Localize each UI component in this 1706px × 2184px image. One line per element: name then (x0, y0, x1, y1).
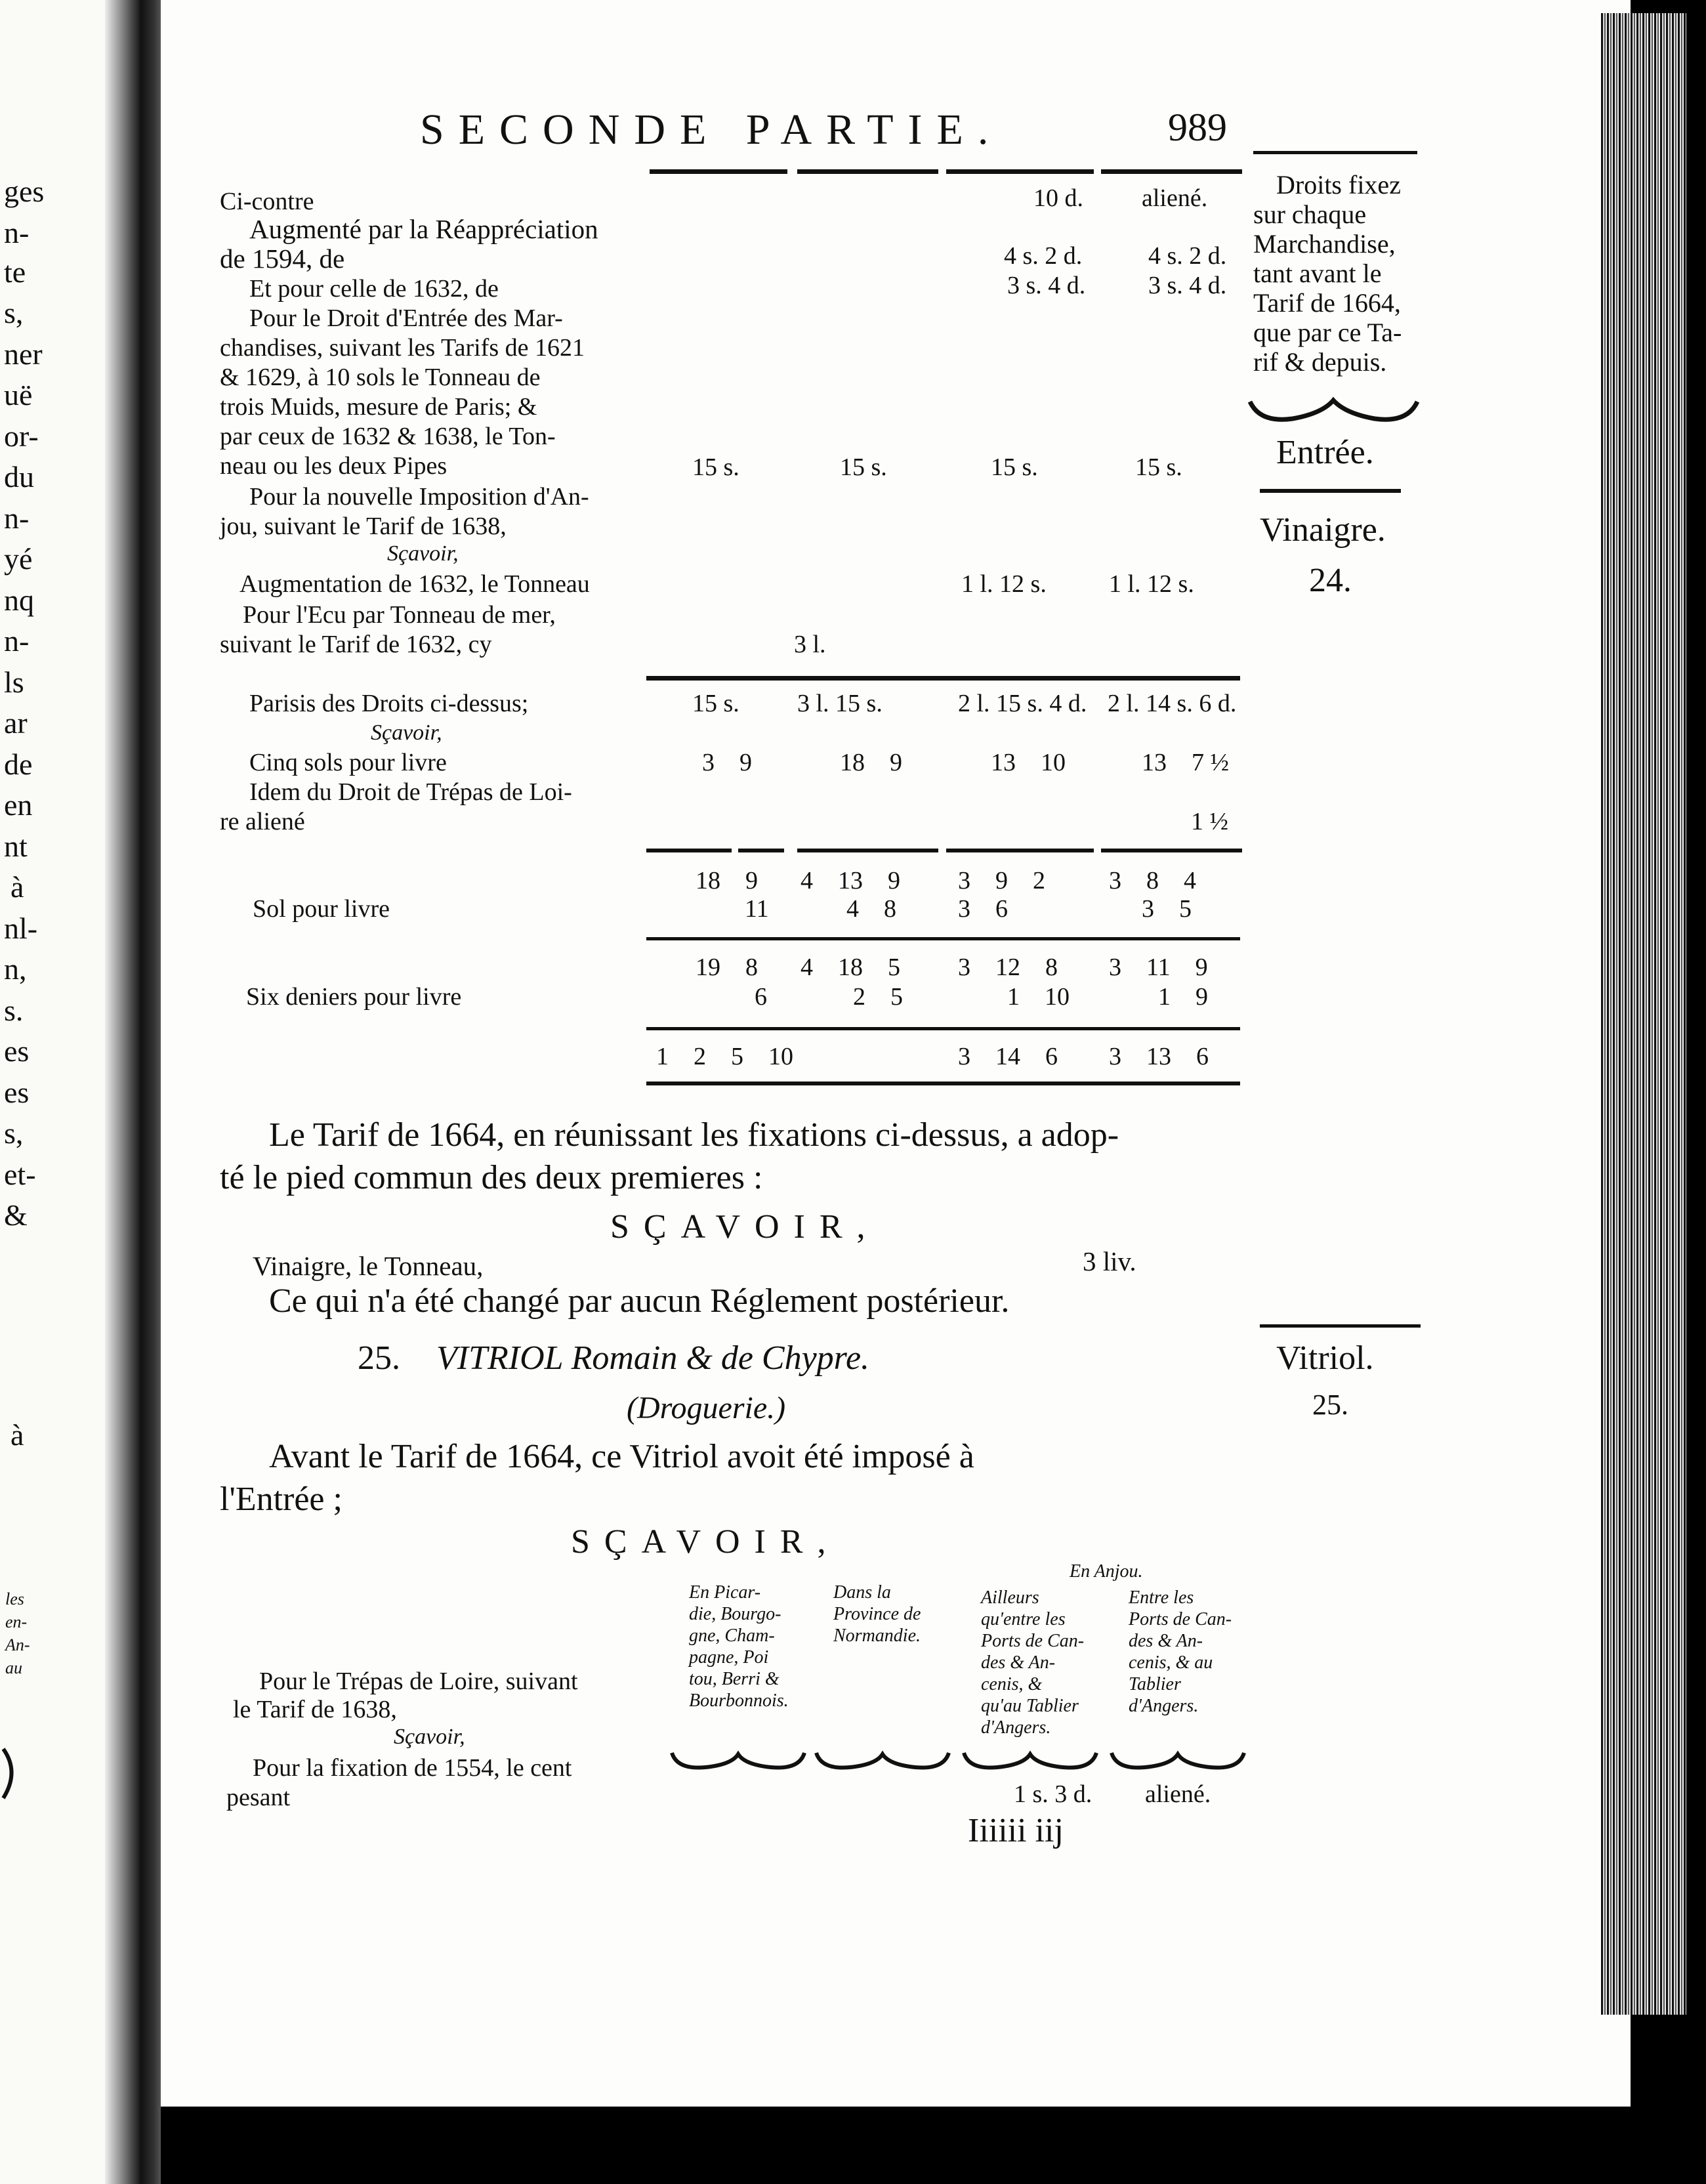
table-rule (738, 849, 784, 852)
value-cell: 1 10 (1007, 983, 1070, 1011)
left-fragment: du (4, 460, 34, 494)
table-label: de 1594, de (220, 243, 345, 274)
table-label: suivant le Tarif de 1632, cy (220, 631, 492, 658)
parisis-label: Parisis des Droits ci-dessus; (249, 690, 529, 717)
running-header: SECONDE PARTIE. (420, 106, 1003, 154)
value-cell: 1 ½ (1191, 808, 1228, 835)
scavoir-label: Sçavoir, (371, 721, 442, 745)
table-rule (797, 849, 938, 852)
page-number: 989 (1168, 106, 1227, 149)
table-label: chandises, suivant les Tarifs de 1621 (220, 334, 585, 362)
value-cell: 3 13 6 (1109, 1043, 1209, 1070)
column-header: Dans la Province de Normandie. (833, 1582, 921, 1646)
value-cell: 1 9 (1158, 983, 1208, 1011)
idem-label: re aliené (220, 808, 305, 835)
value-cell: 15 s. (840, 453, 887, 481)
paragraph-line: Ce qui n'a été changé par aucun Réglement postérieur. (269, 1282, 1010, 1320)
value-cell: aliené. (1142, 184, 1208, 212)
table-rule (646, 849, 732, 852)
table-label: Ci-contre (220, 188, 314, 215)
value-cell: 18 9 (696, 867, 758, 894)
margin-line: Marchandise, (1253, 229, 1396, 259)
value-cell: 19 8 (696, 954, 758, 981)
table-rule (646, 937, 1240, 940)
value-cell: 3 8 4 (1109, 867, 1196, 894)
cinq-label: Cinq sols pour livre (249, 749, 447, 776)
column-rule (946, 169, 1094, 174)
value-cell: 3 9 2 (958, 867, 1045, 894)
column-rule (650, 169, 787, 174)
left-note: en- (5, 1612, 28, 1631)
margin-vinaigre: Vinaigre. (1260, 511, 1386, 549)
table-rule (946, 849, 1094, 852)
left-fragment: s, (4, 296, 24, 329)
value-cell: 18 9 (840, 749, 902, 776)
value-cell: 15 s. (991, 453, 1038, 481)
value-cell: 1 2 5 10 (656, 1043, 793, 1070)
left-fragment: es (4, 1076, 30, 1109)
fixation-line: pesant (226, 1784, 291, 1811)
margin-line: tant avant le (1253, 259, 1382, 288)
column-brace (814, 1749, 951, 1782)
table-label: jou, suivant le Tarif de 1638, (220, 513, 507, 540)
table-rule (1101, 849, 1242, 852)
left-note: au (5, 1658, 22, 1677)
column-rule (797, 169, 938, 174)
anjou-heading: En Anjou. (1070, 1561, 1143, 1582)
paragraph-line: Avant le Tarif de 1664, ce Vitriol avoit été imposé à (269, 1438, 974, 1475)
margin-vitriol: Vitriol. (1276, 1339, 1374, 1377)
left-fragment: n- (4, 624, 30, 658)
left-fragment: n- (4, 216, 30, 249)
value-cell: 11 (745, 895, 769, 923)
table-label: & 1629, à 10 sols le Tonneau de (220, 364, 541, 391)
left-fragment: à (10, 870, 24, 904)
left-fragment: s, (4, 1116, 24, 1150)
value-cell: 10 d. (1033, 184, 1083, 212)
value-cell: 2 l. 15 s. 4 d. (958, 690, 1087, 717)
value-cell: 3 l. (794, 631, 826, 658)
left-fragment: ner (4, 337, 43, 371)
left-fragment: nt (4, 830, 28, 863)
section-heading: VITRIOL Romain & de Chypre. (436, 1339, 870, 1377)
value-cell: 1 l. 12 s. (1109, 570, 1194, 598)
left-fragment: de (4, 747, 33, 781)
table-label: Sçavoir, (387, 541, 459, 566)
left-fragment: en (4, 788, 33, 822)
value-cell: 15 s. (1135, 453, 1182, 481)
value-cell: 4 s. 2 d. (1004, 242, 1083, 270)
table-rule (646, 1027, 1240, 1030)
left-fragment: te (4, 255, 26, 289)
margin-brace (1247, 394, 1421, 433)
margin-line: rif & depuis. (1253, 347, 1387, 377)
left-brace (0, 1746, 26, 1805)
table-label: trois Muids, mesure de Paris; & (220, 393, 537, 421)
page-edge (1601, 13, 1686, 2015)
value-cell: 1 s. 3 d. (1014, 1780, 1092, 1808)
margin-entree: Entrée. (1276, 434, 1374, 471)
table-label: Pour la nouvelle Imposition d'An- (249, 483, 589, 511)
left-fragment: ges (4, 175, 45, 208)
trepas-line: Pour le Trépas de Loire, suivant (259, 1668, 578, 1695)
left-fragment: uë (4, 378, 33, 411)
margin-vinaigre-number: 24. (1309, 562, 1352, 599)
column-header: En Picar- die, Bourgo- gne, Cham- pagne, Poi tou, Berri & Bourbonnois. (689, 1582, 789, 1711)
margin-line: Tarif de 1664, (1253, 288, 1401, 318)
fixation-line: Pour la fixation de 1554, le cent (253, 1754, 572, 1782)
column-brace (961, 1749, 1099, 1782)
column-brace (1109, 1749, 1247, 1782)
left-fragment: or- (4, 419, 39, 453)
vinaigre-line: Vinaigre, le Tonneau, (253, 1251, 484, 1281)
value-cell: 3 12 8 (958, 954, 1058, 981)
trepas-line: le Tarif de 1638, (233, 1696, 397, 1723)
section-subheading: (Droguerie.) (627, 1391, 786, 1425)
left-fragment: n, (4, 952, 27, 986)
table-label: Pour le Droit d'Entrée des Mar- (249, 304, 563, 332)
table-label: neau ou les deux Pipes (220, 452, 447, 480)
value-cell: 3 s. 4 d. (1007, 272, 1086, 299)
table-rule (646, 1082, 1240, 1085)
section-number: 25. (358, 1339, 400, 1377)
value-cell: 13 10 (991, 749, 1066, 776)
left-fragment: n- (4, 501, 30, 535)
left-fragment: yé (4, 542, 33, 576)
column-brace (669, 1749, 807, 1782)
left-fragment: & (4, 1198, 28, 1232)
value-cell: 4 s. 2 d. (1148, 242, 1227, 270)
paragraph-line: té le pied commun des deux premieres : (220, 1159, 763, 1196)
paragraph-line: l'Entrée ; (220, 1480, 343, 1518)
left-fragment: ar (4, 706, 28, 740)
margin-rule (1260, 1324, 1421, 1328)
table-rule (646, 676, 1240, 681)
value-cell: 3 11 9 (1109, 954, 1208, 981)
left-note: An- (5, 1635, 30, 1654)
left-fragment: à (10, 1418, 24, 1452)
idem-label: Idem du Droit de Trépas de Loi- (249, 778, 572, 806)
value-cell: 3 5 (1142, 895, 1192, 923)
six-label: Six deniers pour livre (246, 983, 462, 1011)
left-fragment: nq (4, 583, 34, 617)
left-fragment: et- (4, 1158, 36, 1191)
value-cell: 3 6 (958, 895, 1008, 923)
paragraph-line: Le Tarif de 1664, en réunissant les fixations ci-dessus, a adop- (269, 1116, 1119, 1154)
table-label: Et pour celle de 1632, de (249, 275, 499, 303)
left-fragment: nl- (4, 912, 38, 945)
signature-mark: Iiiiii iij (968, 1812, 1064, 1849)
scavoir-heading: SÇAVOIR, (571, 1523, 841, 1561)
scavoir-label: Sçavoir, (394, 1725, 465, 1749)
value-cell: 1 l. 12 s. (961, 570, 1047, 598)
value-cell: 13 7 ½ (1142, 749, 1229, 776)
margin-vitriol-number: 25. (1312, 1389, 1348, 1421)
column-header: Ailleurs qu'entre les Ports de Can- des & An- cenis, & qu'au Tablier d'Angers. (981, 1587, 1085, 1738)
column-header: Entre les Ports de Can- des & An- cenis, & au Tablier d'Angers. (1129, 1587, 1232, 1716)
bottom-shadow (161, 2107, 1690, 2184)
left-fragment: s. (4, 994, 24, 1027)
value-cell: 2 5 (853, 983, 903, 1011)
table-label: Pour l'Ecu par Tonneau de mer, (243, 601, 556, 629)
value-cell: 4 13 9 (801, 867, 900, 894)
value-cell: 4 8 (846, 895, 896, 923)
left-fragment: ls (4, 665, 24, 699)
column-rule (1101, 169, 1242, 174)
table-label: Augmentation de 1632, le Tonneau (239, 570, 590, 598)
left-note: les (5, 1589, 24, 1608)
table-label: par ceux de 1632 & 1638, le Ton- (220, 423, 556, 450)
margin-rule (1260, 489, 1401, 493)
vinaigre-value: 3 liv. (1083, 1246, 1136, 1276)
value-cell: 3 14 6 (958, 1043, 1058, 1070)
value-cell: 3 9 (702, 749, 752, 776)
value-cell: 3 s. 4 d. (1148, 272, 1227, 299)
left-fragment: es (4, 1034, 30, 1068)
value-cell: aliené. (1145, 1780, 1211, 1808)
value-cell: 2 l. 14 s. 6 d. (1108, 690, 1237, 717)
margin-line: sur chaque (1253, 200, 1367, 229)
value-cell: 3 l. 15 s. (797, 690, 883, 717)
margin-line: Droits fixez (1276, 170, 1401, 200)
sol-label: Sol pour livre (253, 895, 390, 923)
value-cell: 15 s. (692, 690, 739, 717)
table-label: Augmenté par la Réappréciation (249, 214, 598, 244)
value-cell: 4 18 5 (801, 954, 900, 981)
scavoir-heading: SÇAVOIR, (610, 1208, 880, 1246)
value-cell: 6 (755, 983, 767, 1011)
margin-line: que par ce Ta- (1253, 318, 1402, 347)
value-cell: 15 s. (692, 453, 739, 481)
margin-rule (1253, 151, 1417, 154)
